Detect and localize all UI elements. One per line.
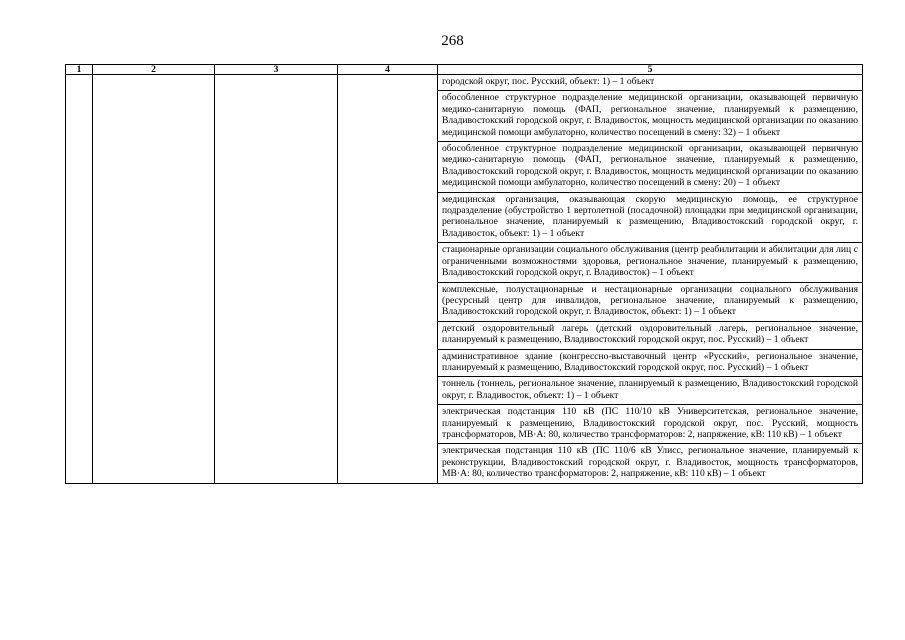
table-entry: электрическая подстанция 110 кВ (ПС 110/6 кВ Улисс, региональное значение, планируемый к реконструкции, Владивостокский городской округ, г. Владивосток, мощность трансформаторов, МВ·А: 80, количество трансформаторов: 2, напряжение, кВ: 110 кВ) – 1 объект	[442, 445, 858, 480]
column-2-cell	[93, 75, 215, 484]
table-entry: детский оздоровительный лагерь (детский оздоровительный лагерь, региональное значение, планируемый к размещению, Владивостокский городской округ, пос. Русский) – 1 объект	[438, 322, 862, 350]
table-entry: городской округ, пос. Русский, объект: 1) – 1 объект	[438, 75, 862, 91]
table-entry: тоннель (тоннель, региональное значение, планируемый к размещению, Владивостокский городской округ, г. Владивосток, объект: 1) – 1 объект	[438, 377, 862, 405]
table-entry: стационарные организации социального обслуживания (центр реабилитации и абилитации для лиц с ограниченными возможностями здоровья, региональное значение, планируемый к размещению, Владивостокский городской округ, г. Владивосток) – 1 объект	[438, 243, 862, 282]
column-5-cell	[438, 75, 863, 484]
column-4-cell	[338, 75, 438, 484]
column-1-cell	[66, 75, 93, 484]
document-table	[65, 64, 863, 484]
table-body-row	[66, 75, 863, 484]
column-header-4: 4	[338, 65, 438, 75]
page-number: 268	[441, 33, 464, 49]
table-entry: медицинская организация, оказывающая скорую медицинскую помощь, ее структурное подразделение (обустройство 1 вертолетной (посадочной) площадки при медицинской организации, региональное значение, планируемый к размещению, Владивостокский городской округ, г. Владивосток, объект: 1) – 1 объект	[438, 193, 862, 244]
table-entry: обособленное структурное подразделение медицинской организации, оказывающей первичную медико-санитарную помощь (ФАП, региональное значение, планируемый к размещению, Владивостокский городской округ, г. Владивосток, мощность медицинской организации по оказанию медицинской помощи амбулаторно, количество посещений в смену: 20) – 1 объект	[438, 142, 862, 193]
table-entry: административное здание (конгрессно-выставочный центр «Русский», региональное значение, планируемый к размещению, Владивостокский городской округ, пос. Русский) – 1 объект	[438, 350, 862, 378]
column-header-2: 2	[93, 65, 215, 75]
column-3-cell	[215, 75, 338, 484]
table-entry: электрическая подстанция 110 кВ (ПС 110/10 кВ Университетская, региональное значение, планируемый к размещению, Владивостокский городской округ, пос. Русский, мощность трансформаторов, МВ·А: 80, количество трансформаторов: 2, напряжение, кВ: 110 кВ) – 1 объект	[438, 405, 862, 444]
table-entry: обособленное структурное подразделение медицинской организации, оказывающей первичную медико-санитарную помощь (ФАП, региональное значение, планируемый к размещению, Владивостокский городской округ, г. Владивосток, мощность медицинской организации по оказанию медицинской помощи амбулаторно, количество посещений в смену: 32) – 1 объект	[438, 91, 862, 142]
column-header-3: 3	[215, 65, 338, 75]
column-header-1: 1	[66, 65, 93, 75]
table-entry: комплексные, полустационарные и нестационарные организации социального обслуживания (ресурсный центр для инвалидов, региональное значение, планируемый к размещению, Владивостокский городской округ, г. Владивосток, объект: 1) – 1 объект	[438, 283, 862, 322]
table-header-row	[66, 65, 863, 75]
column-header-5: 5	[438, 65, 863, 75]
